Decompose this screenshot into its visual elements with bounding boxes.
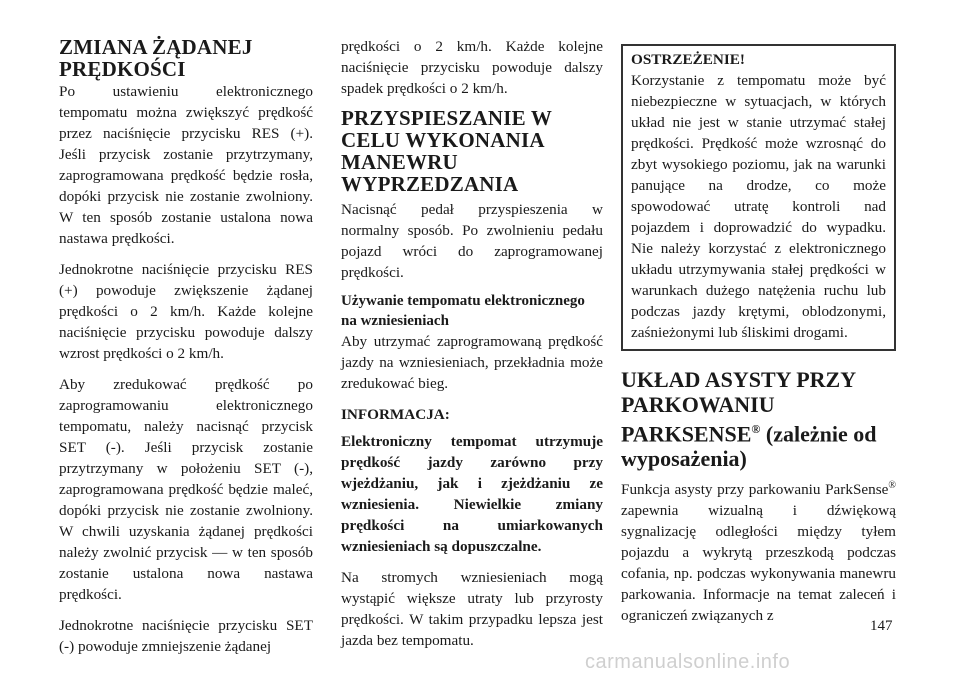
paragraph: prędkości o 2 km/h. Każde kolejne naciśnięcie przycisku powoduje dalszy spadek prędkości o 2 km/h. [341, 38, 603, 97]
paragraph: Jednokrotne naciśnięcie przycisku SET (-) powoduje zmniejszenie żądanej [59, 617, 313, 655]
heading-parksense-line1: UKŁAD ASYSTY PRZY PARKOWANIU PARKSENSE [621, 367, 856, 447]
info-body: Elektroniczny tempomat utrzymuje prędkość jazdy zarówno przy wjeżdżaniu, jak i zjeżdżaniu ze wzniesienia. Niewielkie zmiany prędkości na umiarkowanych wzniesieniach są dopuszczalne. [341, 433, 603, 555]
paragraph: Aby zredukować prędkość po zaprogramowaniu elektronicznego tempomatu, należy nacisnąć przycisk SET (-). Jeśli przycisk zostanie przytrzymany w położeniu SET (-), zaprogramowana prędkość będzie maleć, dopóki przycisk nie zostanie zwolniony. W chwili uzyskania żądanej prędkości należy zwolnić przycisk — w ten sposób zostanie ustalona nowa nastawa prędkości. [59, 376, 313, 603]
paragraph: Na stromych wzniesieniach mogą wystąpić większe utraty lub przyrosty prędkości. W takim przypadku lepsza jest jazda bez tempomatu. [341, 569, 603, 649]
paragraph: Jednokrotne naciśnięcie przycisku RES (+) powoduje zwiększenie żądanej prędkości o 2 km/h. Każde kolejne naciśnięcie przycisku powoduje dalszy wzrost prędkości o 2 km/h. [59, 261, 313, 362]
paragraph-part: Funkcja asysty przy parkowaniu ParkSense [621, 481, 889, 499]
page-number: 147 [870, 618, 893, 634]
watermark: carmanualsonline.info [585, 651, 791, 673]
heading-overtaking: PRZYSPIESZANIE W CELU WYKONANIA MANEWRU WYPRZEDZANIA [341, 106, 552, 196]
heading-speed-change: ZMIANA ŻĄDANEJ PRĘDKOŚCI [59, 35, 253, 81]
heading-parksense [621, 367, 896, 471]
registered-mark: ® [888, 480, 896, 492]
heading-parksense-line2: (zależnie od wyposażenia) [621, 421, 877, 472]
column-2 [341, 36, 603, 661]
registered-mark: ® [751, 422, 761, 436]
warning-box [621, 44, 896, 351]
paragraph: Aby utrzymać zaprogramowaną prędkość jazdy na wzniesieniach, przekładnia może zredukować bieg. [341, 333, 603, 392]
warning-body: Korzystanie z tempomatu może być niebezpieczne w sytuacjach, w których układ nie jest w stanie utrzymać stałej prędkości. Prędkość może wzrosnąć do zbyt wysokiego poziomu, jak na warunki panujące na drodze, co może spowodować utratę kontroli nad pojazdem i doprowadzić do wypadku. Nie należy korzystać z elektronicznego układu utrzymywania stałej prędkości w warunkach dużego natężenia ruchu lub podczas jazdy krętymi, oblodzonymi, zaśnieżonymi lub śliskimi drogami. [631, 72, 886, 341]
column-3 [621, 36, 896, 636]
paragraph [621, 475, 896, 626]
info-label: INFORMACJA: [341, 406, 450, 423]
paragraph: Nacisnąć pedał przyspieszenia w normalny sposób. Po zwolnieniu pedału pojazd wróci do zaprogramowanej prędkości. [341, 201, 603, 281]
paragraph: Po ustawieniu elektronicznego tempomatu można zwiększyć prędkość przez naciśnięcie przycisku RES (+). Jeśli przycisk zostanie przytrzymany, zaprogramowana prędkość będzie rosła, dopóki przycisk nie zostanie zwolniony. W ten sposób zostanie ustalona nowa nastawa prędkości. [59, 83, 313, 247]
column-1 [59, 36, 313, 667]
paragraph-part: zapewnia wizualną i dźwiękową sygnalizację odległości między tyłem pojazdu a wykrytą przeszkodą podczas cofania, np. podczas wykonywania manewru parkowania. Informacje na temat zaleceń i ograniczeń związanych z [621, 502, 896, 625]
subheading-hills: Używanie tempomatu elektronicznego na wzniesieniach [341, 293, 585, 329]
warning-title: OSTRZEŻENIE! [631, 51, 745, 68]
